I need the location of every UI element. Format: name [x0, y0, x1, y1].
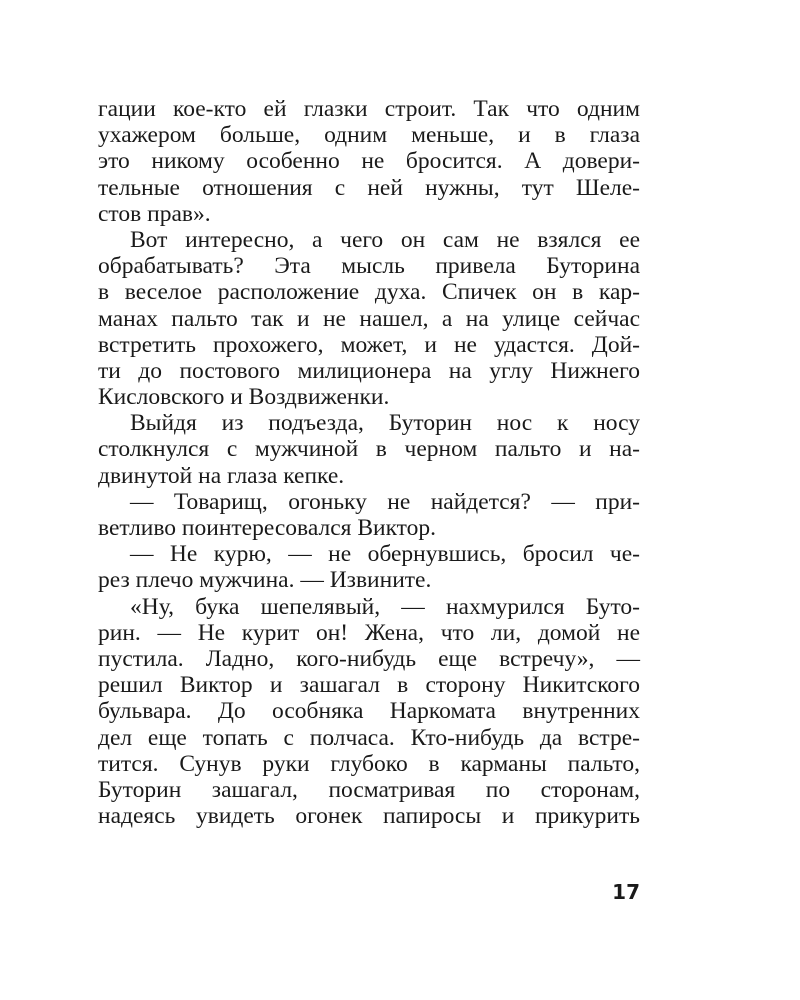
- text-line: — Не курю, — не обернувшись, бросил че-: [130, 541, 640, 568]
- text-line: в веселое расположение духа. Спичек он в кар-: [98, 279, 640, 306]
- body-text: [98, 96, 640, 829]
- text-line: рин. — Не курит он! Жена, что ли, домой не: [98, 619, 640, 646]
- text-line: Выйдя из подъезда, Буторин нос к носу: [130, 410, 640, 437]
- text-line: гации кое-кто ей глазки строит. Так что одним: [98, 96, 640, 122]
- text-line: тится. Сунув руки глубоко в карманы пальто,: [98, 750, 640, 777]
- text-line: Вот интересно, а чего он сам не взялся ее: [130, 226, 640, 253]
- text-line: встретить прохожего, может, и не удастся. Дой-: [98, 331, 640, 358]
- text-line: бульвара. До особняка Наркомата внутренних: [98, 698, 640, 725]
- text-line: пустила. Ладно, кого-нибудь еще встречу», —: [98, 645, 640, 672]
- text-line: «Ну, бука шепелявый, — нахмурился Буто-: [130, 593, 640, 620]
- text-line: обрабатывать? Эта мысль привела Буторина: [98, 253, 640, 280]
- text-line: — Товарищ, огоньку не найдется? — при-: [130, 488, 640, 515]
- text-line: столкнулся с мужчиной в черном пальто и на-: [98, 436, 640, 463]
- text-line: ти до постового милиционера на углу Нижнего: [98, 357, 640, 384]
- text-line: Буторин зашагал, посматривая по сторонам,: [98, 776, 640, 803]
- text-line: тельные отношения с ней нужны, тут Шеле-: [98, 174, 640, 201]
- text-line: стов прав».: [98, 200, 211, 227]
- text-line: надеясь увидеть огонек папиросы и прикурить: [98, 803, 640, 830]
- text-line: решил Виктор и зашагал в сторону Никитского: [98, 672, 640, 699]
- text-line: Кисловского и Воздвиженки.: [98, 384, 390, 411]
- text-line: манах пальто так и не нашел, а на улице сейчас: [98, 305, 640, 332]
- text-line: ухажером больше, одним меньше, и в глаза: [98, 122, 640, 149]
- text-line: двинутой на глаза кепке.: [98, 462, 345, 489]
- page-number: 17: [612, 880, 640, 904]
- text-line: это никому особенно не бросится. А довери-: [98, 148, 640, 175]
- text-line: дел еще топать с полчаса. Кто-нибудь да встре-: [98, 724, 640, 751]
- text-line: ветливо поинтересовался Виктор.: [98, 515, 437, 541]
- text-line: рез плечо мужчина. — Извините.: [98, 567, 432, 594]
